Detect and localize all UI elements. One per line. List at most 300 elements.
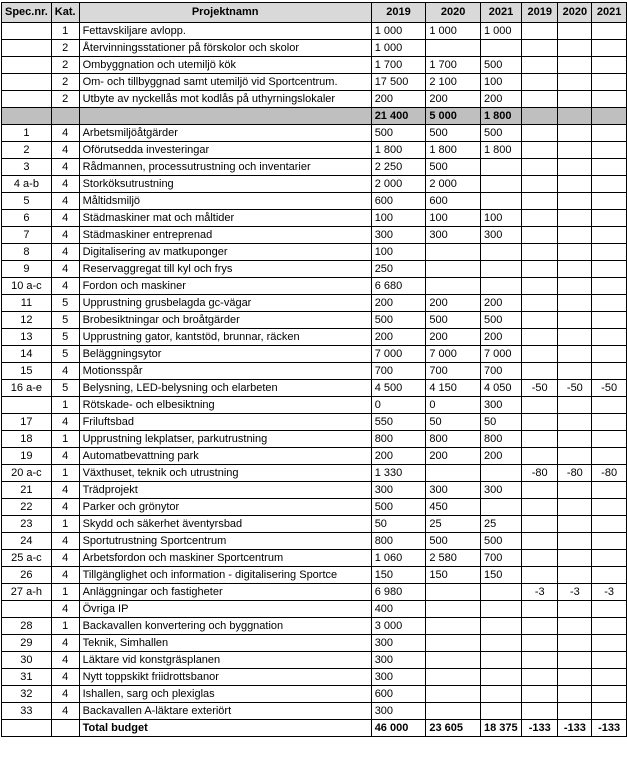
kat-cell[interactable]: 1 (51, 397, 79, 414)
adj-2019-cell[interactable] (521, 74, 558, 91)
kat-cell[interactable]: 4 (51, 448, 79, 465)
value-2021-cell[interactable]: 500 (481, 533, 522, 550)
adj-2019-cell[interactable] (521, 652, 558, 669)
adj-2020-cell[interactable] (558, 74, 592, 91)
projektnamn-cell[interactable]: Teknik, Simhallen (79, 635, 371, 652)
value-2019-cell[interactable]: 100 (371, 244, 426, 261)
projektnamn-cell[interactable]: Läktare vid konstgräsplanen (79, 652, 371, 669)
adj-2019-cell[interactable] (521, 125, 558, 142)
adj-2019-cell[interactable] (521, 295, 558, 312)
adj-2019-cell[interactable] (521, 703, 558, 720)
kat-cell[interactable]: 1 (51, 516, 79, 533)
projektnamn-cell[interactable]: Måltidsmiljö (79, 193, 371, 210)
adj-2020-cell[interactable] (558, 244, 592, 261)
kat-cell[interactable]: 1 (51, 618, 79, 635)
projektnamn-cell[interactable]: Friluftsbad (79, 414, 371, 431)
spec-nr-cell[interactable]: 21 (2, 482, 52, 499)
value-2019-cell[interactable]: 400 (371, 601, 426, 618)
spec-nr-cell[interactable]: 18 (2, 431, 52, 448)
value-2021-cell[interactable]: 200 (481, 448, 522, 465)
adj-2020-cell[interactable] (558, 397, 592, 414)
value-2021-cell[interactable]: 200 (481, 295, 522, 312)
value-2021-cell[interactable]: 25 (481, 516, 522, 533)
value-2019-cell[interactable]: 1 800 (371, 142, 426, 159)
adj-2020-cell[interactable] (558, 414, 592, 431)
adj-2019-cell[interactable] (521, 142, 558, 159)
adj-2019-cell[interactable] (521, 23, 558, 40)
projektnamn-cell[interactable]: Om- och tillbyggnad samt utemiljö vid Sportcentrum. (79, 74, 371, 91)
projektnamn-cell[interactable]: Arbetsfordon och maskiner Sportcentrum (79, 550, 371, 567)
adj-2019-cell[interactable] (521, 363, 558, 380)
value-2021-cell[interactable] (481, 465, 522, 482)
value-2019-cell[interactable]: 500 (371, 312, 426, 329)
adj-2021-cell[interactable] (592, 363, 627, 380)
spec-nr-cell[interactable]: 16 a-e (2, 380, 52, 397)
value-2021-cell[interactable] (481, 193, 522, 210)
projektnamn-cell[interactable]: Fettavskiljare avlopp. (79, 23, 371, 40)
value-2021-cell[interactable]: 100 (481, 210, 522, 227)
kat-cell[interactable]: 4 (51, 669, 79, 686)
spec-nr-cell[interactable]: 2 (2, 142, 52, 159)
value-2019-cell[interactable]: 300 (371, 635, 426, 652)
projektnamn-cell[interactable]: Tillgänglighet och information - digitalisering Sportce (79, 567, 371, 584)
adj-2021-cell[interactable] (592, 142, 627, 159)
adj-2019-cell[interactable] (521, 550, 558, 567)
kat-cell[interactable]: 4 (51, 363, 79, 380)
value-2021-cell[interactable] (481, 244, 522, 261)
projektnamn-cell[interactable] (79, 108, 371, 125)
adj-2021-cell[interactable] (592, 159, 627, 176)
adj-2020-cell[interactable] (558, 227, 592, 244)
value-2021-cell[interactable] (481, 635, 522, 652)
projektnamn-cell[interactable]: Motionsspår (79, 363, 371, 380)
value-2019-cell[interactable]: 1 060 (371, 550, 426, 567)
adj-2021-cell[interactable] (592, 57, 627, 74)
value-2020-cell[interactable]: 1 000 (426, 23, 481, 40)
value-2020-cell[interactable] (426, 244, 481, 261)
adj-2021-cell[interactable]: -3 (592, 584, 627, 601)
adj-2020-cell[interactable] (558, 652, 592, 669)
projektnamn-cell[interactable]: Total budget (79, 720, 371, 737)
value-2021-cell[interactable]: 500 (481, 125, 522, 142)
adj-2021-cell[interactable] (592, 448, 627, 465)
value-2021-cell[interactable]: 500 (481, 57, 522, 74)
adj-2019-cell[interactable] (521, 482, 558, 499)
spec-nr-cell[interactable]: 1 (2, 125, 52, 142)
adj-2019-cell[interactable] (521, 567, 558, 584)
projektnamn-cell[interactable]: Brobesiktningar och broåtgärder (79, 312, 371, 329)
adj-2019-cell[interactable] (521, 397, 558, 414)
value-2019-cell[interactable]: 600 (371, 686, 426, 703)
adj-2020-cell[interactable] (558, 482, 592, 499)
adj-2021-cell[interactable] (592, 703, 627, 720)
adj-2020-cell[interactable] (558, 159, 592, 176)
adj-2019-cell[interactable] (521, 516, 558, 533)
kat-cell[interactable]: 4 (51, 227, 79, 244)
spec-nr-cell[interactable] (2, 397, 52, 414)
kat-cell[interactable]: 4 (51, 601, 79, 618)
value-2021-cell[interactable]: 7 000 (481, 346, 522, 363)
kat-cell[interactable]: 4 (51, 176, 79, 193)
adj-2021-cell[interactable] (592, 23, 627, 40)
value-2021-cell[interactable]: 1 000 (481, 23, 522, 40)
spec-nr-cell[interactable]: 8 (2, 244, 52, 261)
projektnamn-cell[interactable]: Städmaskiner entreprenad (79, 227, 371, 244)
value-2020-cell[interactable]: 500 (426, 125, 481, 142)
spec-nr-cell[interactable]: 11 (2, 295, 52, 312)
spec-nr-cell[interactable]: 12 (2, 312, 52, 329)
spec-nr-cell[interactable]: 17 (2, 414, 52, 431)
adj-2019-cell[interactable] (521, 261, 558, 278)
value-2020-cell[interactable]: 2 100 (426, 74, 481, 91)
projektnamn-cell[interactable]: Återvinningsstationer på förskolor och skolor (79, 40, 371, 57)
header-kat[interactable]: Kat. (51, 3, 79, 23)
spec-nr-cell[interactable]: 7 (2, 227, 52, 244)
value-2020-cell[interactable]: 300 (426, 482, 481, 499)
kat-cell[interactable]: 4 (51, 414, 79, 431)
kat-cell[interactable]: 4 (51, 550, 79, 567)
value-2020-cell[interactable] (426, 703, 481, 720)
value-2020-cell[interactable]: 50 (426, 414, 481, 431)
adj-2019-cell[interactable] (521, 414, 558, 431)
header-2021-adjustment[interactable]: 2021 (592, 3, 627, 23)
spec-nr-cell[interactable] (2, 601, 52, 618)
adj-2021-cell[interactable] (592, 397, 627, 414)
adj-2020-cell[interactable] (558, 210, 592, 227)
value-2019-cell[interactable]: 1 000 (371, 40, 426, 57)
value-2020-cell[interactable] (426, 635, 481, 652)
spec-nr-cell[interactable]: 20 a-c (2, 465, 52, 482)
projektnamn-cell[interactable]: Rötskade- och elbesiktning (79, 397, 371, 414)
adj-2020-cell[interactable] (558, 533, 592, 550)
adj-2020-cell[interactable] (558, 516, 592, 533)
kat-cell[interactable]: 1 (51, 584, 79, 601)
value-2021-cell[interactable] (481, 652, 522, 669)
value-2019-cell[interactable]: 50 (371, 516, 426, 533)
kat-cell[interactable]: 4 (51, 499, 79, 516)
value-2019-cell[interactable]: 150 (371, 567, 426, 584)
header-2021[interactable]: 2021 (481, 3, 522, 23)
adj-2020-cell[interactable] (558, 91, 592, 108)
projektnamn-cell[interactable]: Oförutsedda investeringar (79, 142, 371, 159)
spec-nr-cell[interactable] (2, 91, 52, 108)
adj-2021-cell[interactable] (592, 669, 627, 686)
value-2019-cell[interactable]: 600 (371, 193, 426, 210)
value-2020-cell[interactable]: 200 (426, 329, 481, 346)
value-2020-cell[interactable] (426, 686, 481, 703)
kat-cell[interactable]: 5 (51, 346, 79, 363)
kat-cell[interactable]: 4 (51, 261, 79, 278)
adj-2019-cell[interactable] (521, 159, 558, 176)
adj-2021-cell[interactable] (592, 431, 627, 448)
kat-cell[interactable]: 2 (51, 40, 79, 57)
spec-nr-cell[interactable]: 6 (2, 210, 52, 227)
adj-2020-cell[interactable] (558, 601, 592, 618)
adj-2019-cell[interactable] (521, 227, 558, 244)
value-2021-cell[interactable]: 1 800 (481, 142, 522, 159)
value-2021-cell[interactable]: 100 (481, 74, 522, 91)
value-2020-cell[interactable]: 2 000 (426, 176, 481, 193)
adj-2019-cell[interactable] (521, 669, 558, 686)
spec-nr-cell[interactable]: 30 (2, 652, 52, 669)
adj-2019-cell[interactable] (521, 346, 558, 363)
value-2019-cell[interactable]: 200 (371, 295, 426, 312)
value-2020-cell[interactable]: 500 (426, 533, 481, 550)
value-2021-cell[interactable] (481, 159, 522, 176)
value-2020-cell[interactable]: 2 580 (426, 550, 481, 567)
projektnamn-cell[interactable]: Arbetsmiljöåtgärder (79, 125, 371, 142)
projektnamn-cell[interactable]: Utbyte av nyckellås mot kodlås på uthyrningslokaler (79, 91, 371, 108)
adj-2021-cell[interactable] (592, 516, 627, 533)
kat-cell[interactable]: 5 (51, 329, 79, 346)
projektnamn-cell[interactable]: Växthuset, teknik och utrustning (79, 465, 371, 482)
kat-cell[interactable]: 2 (51, 74, 79, 91)
value-2021-cell[interactable]: 200 (481, 329, 522, 346)
value-2020-cell[interactable] (426, 618, 481, 635)
adj-2020-cell[interactable] (558, 176, 592, 193)
adj-2019-cell[interactable] (521, 618, 558, 635)
adj-2021-cell[interactable] (592, 635, 627, 652)
value-2020-cell[interactable]: 4 150 (426, 380, 481, 397)
value-2020-cell[interactable]: 0 (426, 397, 481, 414)
value-2019-cell[interactable]: 550 (371, 414, 426, 431)
adj-2021-cell[interactable] (592, 686, 627, 703)
value-2021-cell[interactable]: 50 (481, 414, 522, 431)
adj-2020-cell[interactable] (558, 23, 592, 40)
value-2021-cell[interactable] (481, 261, 522, 278)
adj-2020-cell[interactable] (558, 329, 592, 346)
adj-2021-cell[interactable] (592, 329, 627, 346)
value-2019-cell[interactable]: 46 000 (371, 720, 426, 737)
header-projektnamn[interactable]: Projektnamn (79, 3, 371, 23)
kat-cell[interactable]: 1 (51, 465, 79, 482)
value-2021-cell[interactable]: 18 375 (481, 720, 522, 737)
projektnamn-cell[interactable]: Övriga IP (79, 601, 371, 618)
adj-2019-cell[interactable] (521, 210, 558, 227)
adj-2021-cell[interactable] (592, 227, 627, 244)
adj-2020-cell[interactable]: -3 (558, 584, 592, 601)
spec-nr-cell[interactable]: 29 (2, 635, 52, 652)
spec-nr-cell[interactable]: 3 (2, 159, 52, 176)
adj-2020-cell[interactable] (558, 346, 592, 363)
projektnamn-cell[interactable]: Automatbevattning park (79, 448, 371, 465)
value-2019-cell[interactable]: 0 (371, 397, 426, 414)
value-2020-cell[interactable]: 150 (426, 567, 481, 584)
adj-2019-cell[interactable] (521, 193, 558, 210)
value-2019-cell[interactable]: 200 (371, 329, 426, 346)
value-2021-cell[interactable]: 150 (481, 567, 522, 584)
adj-2019-cell[interactable] (521, 40, 558, 57)
adj-2019-cell[interactable]: -3 (521, 584, 558, 601)
value-2019-cell[interactable]: 2 250 (371, 159, 426, 176)
projektnamn-cell[interactable]: Skydd och säkerhet äventyrsbad (79, 516, 371, 533)
adj-2020-cell[interactable] (558, 550, 592, 567)
value-2020-cell[interactable] (426, 465, 481, 482)
header-2019[interactable]: 2019 (371, 3, 426, 23)
projektnamn-cell[interactable]: Beläggningsytor (79, 346, 371, 363)
kat-cell[interactable]: 4 (51, 210, 79, 227)
value-2020-cell[interactable]: 23 605 (426, 720, 481, 737)
value-2020-cell[interactable] (426, 584, 481, 601)
value-2020-cell[interactable]: 1 800 (426, 142, 481, 159)
adj-2020-cell[interactable]: -133 (558, 720, 592, 737)
value-2020-cell[interactable] (426, 669, 481, 686)
spec-nr-cell[interactable]: 28 (2, 618, 52, 635)
adj-2021-cell[interactable] (592, 533, 627, 550)
kat-cell[interactable]: 4 (51, 533, 79, 550)
adj-2020-cell[interactable] (558, 669, 592, 686)
kat-cell[interactable]: 4 (51, 159, 79, 176)
value-2019-cell[interactable]: 1 700 (371, 57, 426, 74)
kat-cell[interactable]: 4 (51, 142, 79, 159)
spec-nr-cell[interactable]: 22 (2, 499, 52, 516)
adj-2020-cell[interactable] (558, 57, 592, 74)
adj-2019-cell[interactable] (521, 329, 558, 346)
projektnamn-cell[interactable]: Backavallen konvertering och byggnation (79, 618, 371, 635)
adj-2020-cell[interactable] (558, 448, 592, 465)
adj-2020-cell[interactable] (558, 261, 592, 278)
projektnamn-cell[interactable]: Digitalisering av matkuponger (79, 244, 371, 261)
spec-nr-cell[interactable] (2, 23, 52, 40)
spec-nr-cell[interactable]: 25 a-c (2, 550, 52, 567)
adj-2021-cell[interactable] (592, 499, 627, 516)
value-2021-cell[interactable]: 700 (481, 550, 522, 567)
projektnamn-cell[interactable]: Sportutrustning Sportcentrum (79, 533, 371, 550)
adj-2019-cell[interactable] (521, 244, 558, 261)
adj-2019-cell[interactable] (521, 278, 558, 295)
adj-2019-cell[interactable] (521, 57, 558, 74)
spec-nr-cell[interactable]: 14 (2, 346, 52, 363)
adj-2021-cell[interactable] (592, 278, 627, 295)
adj-2021-cell[interactable] (592, 346, 627, 363)
spec-nr-cell[interactable]: 32 (2, 686, 52, 703)
adj-2019-cell[interactable]: -50 (521, 380, 558, 397)
adj-2019-cell[interactable] (521, 499, 558, 516)
value-2019-cell[interactable]: 4 500 (371, 380, 426, 397)
kat-cell[interactable] (51, 108, 79, 125)
projektnamn-cell[interactable]: Ishallen, sarg och plexiglas (79, 686, 371, 703)
adj-2021-cell[interactable] (592, 125, 627, 142)
kat-cell[interactable]: 4 (51, 244, 79, 261)
value-2021-cell[interactable]: 1 800 (481, 108, 522, 125)
adj-2019-cell[interactable] (521, 176, 558, 193)
adj-2020-cell[interactable] (558, 108, 592, 125)
kat-cell[interactable]: 5 (51, 380, 79, 397)
adj-2019-cell[interactable] (521, 431, 558, 448)
adj-2021-cell[interactable] (592, 312, 627, 329)
value-2019-cell[interactable]: 300 (371, 227, 426, 244)
value-2020-cell[interactable]: 200 (426, 91, 481, 108)
projektnamn-cell[interactable]: Parker och grönytor (79, 499, 371, 516)
adj-2019-cell[interactable] (521, 533, 558, 550)
value-2019-cell[interactable]: 100 (371, 210, 426, 227)
adj-2021-cell[interactable] (592, 601, 627, 618)
value-2019-cell[interactable]: 300 (371, 482, 426, 499)
adj-2019-cell[interactable] (521, 601, 558, 618)
value-2019-cell[interactable]: 6 680 (371, 278, 426, 295)
value-2021-cell[interactable]: 300 (481, 397, 522, 414)
value-2021-cell[interactable] (481, 669, 522, 686)
spec-nr-cell[interactable]: 10 a-c (2, 278, 52, 295)
value-2020-cell[interactable]: 500 (426, 159, 481, 176)
projektnamn-cell[interactable]: Upprustning lekplatser, parkutrustning (79, 431, 371, 448)
adj-2021-cell[interactable] (592, 176, 627, 193)
adj-2020-cell[interactable] (558, 686, 592, 703)
value-2020-cell[interactable] (426, 40, 481, 57)
value-2019-cell[interactable]: 1 000 (371, 23, 426, 40)
value-2020-cell[interactable]: 1 700 (426, 57, 481, 74)
value-2020-cell[interactable]: 5 000 (426, 108, 481, 125)
value-2019-cell[interactable]: 21 400 (371, 108, 426, 125)
adj-2021-cell[interactable] (592, 40, 627, 57)
adj-2021-cell[interactable] (592, 567, 627, 584)
adj-2019-cell[interactable] (521, 312, 558, 329)
adj-2020-cell[interactable] (558, 295, 592, 312)
kat-cell[interactable]: 4 (51, 652, 79, 669)
value-2021-cell[interactable]: 300 (481, 227, 522, 244)
adj-2020-cell[interactable] (558, 635, 592, 652)
value-2020-cell[interactable]: 25 (426, 516, 481, 533)
value-2020-cell[interactable]: 500 (426, 312, 481, 329)
value-2021-cell[interactable]: 300 (481, 482, 522, 499)
kat-cell[interactable]: 4 (51, 278, 79, 295)
kat-cell[interactable]: 5 (51, 295, 79, 312)
adj-2021-cell[interactable] (592, 91, 627, 108)
spec-nr-cell[interactable]: 13 (2, 329, 52, 346)
adj-2020-cell[interactable] (558, 703, 592, 720)
projektnamn-cell[interactable]: Backavallen A-läktare exteriört (79, 703, 371, 720)
spec-nr-cell[interactable]: 9 (2, 261, 52, 278)
adj-2021-cell[interactable]: -80 (592, 465, 627, 482)
projektnamn-cell[interactable]: Upprustning gator, kantstöd, brunnar, räcken (79, 329, 371, 346)
adj-2019-cell[interactable] (521, 448, 558, 465)
value-2021-cell[interactable] (481, 703, 522, 720)
adj-2021-cell[interactable] (592, 244, 627, 261)
value-2021-cell[interactable]: 800 (481, 431, 522, 448)
value-2020-cell[interactable]: 800 (426, 431, 481, 448)
value-2020-cell[interactable] (426, 261, 481, 278)
projektnamn-cell[interactable]: Fordon och maskiner (79, 278, 371, 295)
projektnamn-cell[interactable]: Städmaskiner mat och måltider (79, 210, 371, 227)
header-2019-adjustment[interactable]: 2019 (521, 3, 558, 23)
adj-2021-cell[interactable] (592, 210, 627, 227)
value-2021-cell[interactable] (481, 176, 522, 193)
header-spec-nr[interactable]: Spec.nr. (2, 3, 52, 23)
adj-2020-cell[interactable] (558, 567, 592, 584)
value-2020-cell[interactable]: 7 000 (426, 346, 481, 363)
spec-nr-cell[interactable]: 15 (2, 363, 52, 380)
value-2021-cell[interactable] (481, 618, 522, 635)
adj-2019-cell[interactable] (521, 635, 558, 652)
adj-2019-cell[interactable] (521, 686, 558, 703)
value-2019-cell[interactable]: 300 (371, 703, 426, 720)
kat-cell[interactable]: 2 (51, 91, 79, 108)
value-2020-cell[interactable] (426, 652, 481, 669)
value-2019-cell[interactable]: 7 000 (371, 346, 426, 363)
kat-cell[interactable]: 4 (51, 193, 79, 210)
adj-2021-cell[interactable] (592, 482, 627, 499)
value-2019-cell[interactable]: 700 (371, 363, 426, 380)
spec-nr-cell[interactable]: 5 (2, 193, 52, 210)
kat-cell[interactable]: 2 (51, 57, 79, 74)
kat-cell[interactable] (51, 720, 79, 737)
value-2020-cell[interactable]: 300 (426, 227, 481, 244)
adj-2020-cell[interactable] (558, 142, 592, 159)
adj-2021-cell[interactable] (592, 74, 627, 91)
kat-cell[interactable]: 1 (51, 431, 79, 448)
kat-cell[interactable]: 4 (51, 703, 79, 720)
spec-nr-cell[interactable]: 33 (2, 703, 52, 720)
